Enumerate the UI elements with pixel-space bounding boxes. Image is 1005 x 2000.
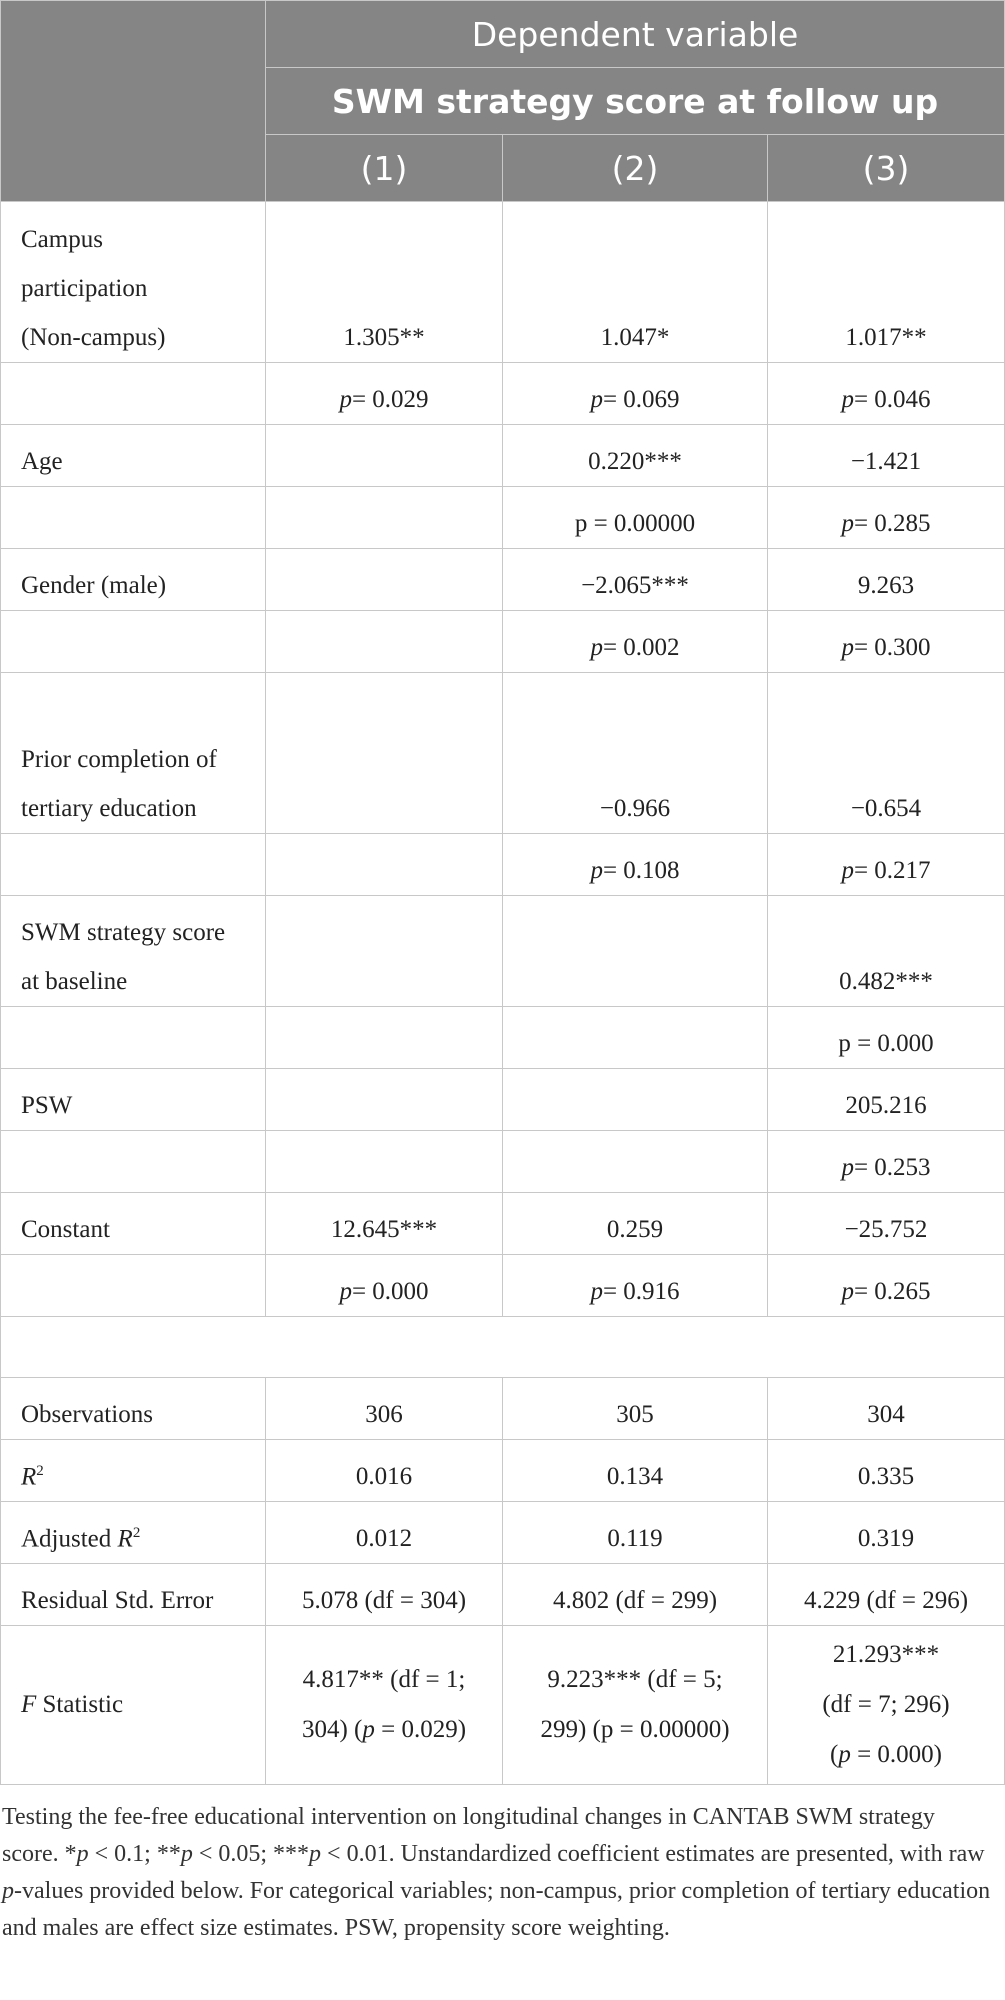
empty-cell bbox=[503, 896, 768, 1007]
table-row-constant bbox=[1, 1193, 1005, 1255]
cell-adjusted-r2-3: 0.319 bbox=[768, 1502, 1005, 1564]
dependent-variable-header: Dependent variable bbox=[266, 1, 1005, 68]
cell-constant-3: −25.752 bbox=[768, 1193, 1005, 1255]
cell-psw-3: 205.216 bbox=[768, 1069, 1005, 1131]
table-row-observations bbox=[1, 1378, 1005, 1440]
p-constant-2: p= 0.916 bbox=[503, 1255, 768, 1317]
empty-cell bbox=[266, 549, 503, 611]
empty-cell bbox=[266, 1131, 503, 1193]
empty-cell bbox=[1, 611, 266, 673]
cell-gender-2: −2.065*** bbox=[503, 549, 768, 611]
empty-cell bbox=[1, 363, 266, 425]
cell-constant-1: 12.645*** bbox=[266, 1193, 503, 1255]
table-row-age bbox=[1, 425, 1005, 487]
header-corner bbox=[1, 1, 266, 202]
table-row-constant-p bbox=[1, 1255, 1005, 1317]
cell-adjusted-r2-2: 0.119 bbox=[503, 1502, 768, 1564]
cell-r2-2: 0.134 bbox=[503, 1440, 768, 1502]
table-row-gender-p bbox=[1, 611, 1005, 673]
table-row-age-p bbox=[1, 487, 1005, 549]
column-header-3: (3) bbox=[768, 135, 1005, 202]
cell-campus-1: 1.305** bbox=[266, 202, 503, 363]
p-baseline-3: p = 0.000 bbox=[768, 1007, 1005, 1069]
p-constant-3: p= 0.265 bbox=[768, 1255, 1005, 1317]
table-row-psw bbox=[1, 1069, 1005, 1131]
empty-cell bbox=[1, 487, 266, 549]
empty-cell bbox=[1, 1317, 1005, 1378]
p-age-2: p = 0.00000 bbox=[503, 487, 768, 549]
empty-cell bbox=[266, 834, 503, 896]
cell-campus-3: 1.017** bbox=[768, 202, 1005, 363]
row-label-campus: Campus participation (Non-campus) bbox=[1, 202, 266, 363]
row-label-gender: Gender (male) bbox=[1, 549, 266, 611]
empty-cell bbox=[1, 1007, 266, 1069]
table-row-spacer bbox=[1, 1317, 1005, 1378]
column-header-2: (2) bbox=[503, 135, 768, 202]
table-row-f-statistic bbox=[1, 1626, 1005, 1785]
cell-gender-3: 9.263 bbox=[768, 549, 1005, 611]
table-row-r2 bbox=[1, 1440, 1005, 1502]
p-campus-2: p= 0.069 bbox=[503, 363, 768, 425]
cell-baseline-3: 0.482*** bbox=[768, 896, 1005, 1007]
table-row-tertiary bbox=[1, 673, 1005, 834]
p-campus-1: p= 0.029 bbox=[266, 363, 503, 425]
cell-age-3: −1.421 bbox=[768, 425, 1005, 487]
cell-rse-3: 4.229 (df = 296) bbox=[768, 1564, 1005, 1626]
empty-cell bbox=[266, 896, 503, 1007]
p-constant-1: p= 0.000 bbox=[266, 1255, 503, 1317]
empty-cell bbox=[266, 611, 503, 673]
empty-cell bbox=[266, 1007, 503, 1069]
table-row-baseline bbox=[1, 896, 1005, 1007]
row-label-baseline: SWM strategy score at baseline bbox=[1, 896, 266, 1007]
row-label-observations: Observations bbox=[1, 1378, 266, 1440]
p-campus-3: p= 0.046 bbox=[768, 363, 1005, 425]
row-label-r2: $R^2$ bbox=[1, 1440, 266, 1502]
p-tertiary-3: p= 0.217 bbox=[768, 834, 1005, 896]
table-row-tertiary-p bbox=[1, 834, 1005, 896]
table-row-adjusted-r2 bbox=[1, 1502, 1005, 1564]
cell-rse-2: 4.802 (df = 299) bbox=[503, 1564, 768, 1626]
table-row-rse bbox=[1, 1564, 1005, 1626]
row-label-adjusted-r2: Adjusted $R^2$ bbox=[1, 1502, 266, 1564]
table-row-baseline-p bbox=[1, 1007, 1005, 1069]
cell-observations-1: 306 bbox=[266, 1378, 503, 1440]
row-label-constant: Constant bbox=[1, 1193, 266, 1255]
empty-cell bbox=[503, 1007, 768, 1069]
empty-cell bbox=[266, 673, 503, 834]
table-footnote: Testing the fee-free educational intervention on longitudinal changes in CANTAB SWM strategy score. *p < 0.1; **p < 0.05; ***p < 0.01. Unstandardized coefficient estimates are presented, with raw p-values provided below. For categorical variables; non-campus, prior completion of tertiary education and males are effect size estimates. PSW, propensity score weighting. bbox=[2, 1804, 991, 1941]
empty-cell bbox=[503, 1069, 768, 1131]
p-gender-3: p= 0.300 bbox=[768, 611, 1005, 673]
cell-r2-3: 0.335 bbox=[768, 1440, 1005, 1502]
row-label-psw: PSW bbox=[1, 1069, 266, 1131]
empty-cell bbox=[503, 1131, 768, 1193]
row-label-f-statistic: F Statistic bbox=[1, 1626, 266, 1785]
p-age-3: p= 0.285 bbox=[768, 487, 1005, 549]
column-header-1: (1) bbox=[266, 135, 503, 202]
cell-f-statistic-3: 21.293*** (df = 7; 296) (p = 0.000) bbox=[768, 1626, 1005, 1785]
cell-observations-2: 305 bbox=[503, 1378, 768, 1440]
p-tertiary-2: p= 0.108 bbox=[503, 834, 768, 896]
p-gender-2: p= 0.002 bbox=[503, 611, 768, 673]
empty-cell bbox=[266, 487, 503, 549]
empty-cell bbox=[266, 1069, 503, 1131]
empty-cell bbox=[1, 1131, 266, 1193]
cell-constant-2: 0.259 bbox=[503, 1193, 768, 1255]
empty-cell bbox=[1, 834, 266, 896]
cell-adjusted-r2-1: 0.012 bbox=[266, 1502, 503, 1564]
cell-r2-1: 0.016 bbox=[266, 1440, 503, 1502]
table-row-campus-p bbox=[1, 363, 1005, 425]
cell-observations-3: 304 bbox=[768, 1378, 1005, 1440]
cell-tertiary-3: −0.654 bbox=[768, 673, 1005, 834]
p-psw-3: p= 0.253 bbox=[768, 1131, 1005, 1193]
cell-f-statistic-1: 4.817** (df = 1; 304) (p = 0.029) bbox=[266, 1626, 503, 1785]
row-label-age: Age bbox=[1, 425, 266, 487]
cell-f-statistic-2: 9.223*** (df = 5; 299) (p = 0.00000) bbox=[503, 1626, 768, 1785]
table-row-gender bbox=[1, 549, 1005, 611]
outcome-header: SWM strategy score at follow up bbox=[266, 68, 1005, 135]
cell-campus-2: 1.047* bbox=[503, 202, 768, 363]
table-row-psw-p bbox=[1, 1131, 1005, 1193]
row-label-rse: Residual Std. Error bbox=[1, 1564, 266, 1626]
cell-tertiary-2: −0.966 bbox=[503, 673, 768, 834]
cell-age-2: 0.220*** bbox=[503, 425, 768, 487]
row-label-tertiary: Prior completion of tertiary education bbox=[1, 673, 266, 834]
empty-cell bbox=[1, 1255, 266, 1317]
cell-rse-1: 5.078 (df = 304) bbox=[266, 1564, 503, 1626]
empty-cell bbox=[266, 425, 503, 487]
table-row-campus bbox=[1, 202, 1005, 363]
